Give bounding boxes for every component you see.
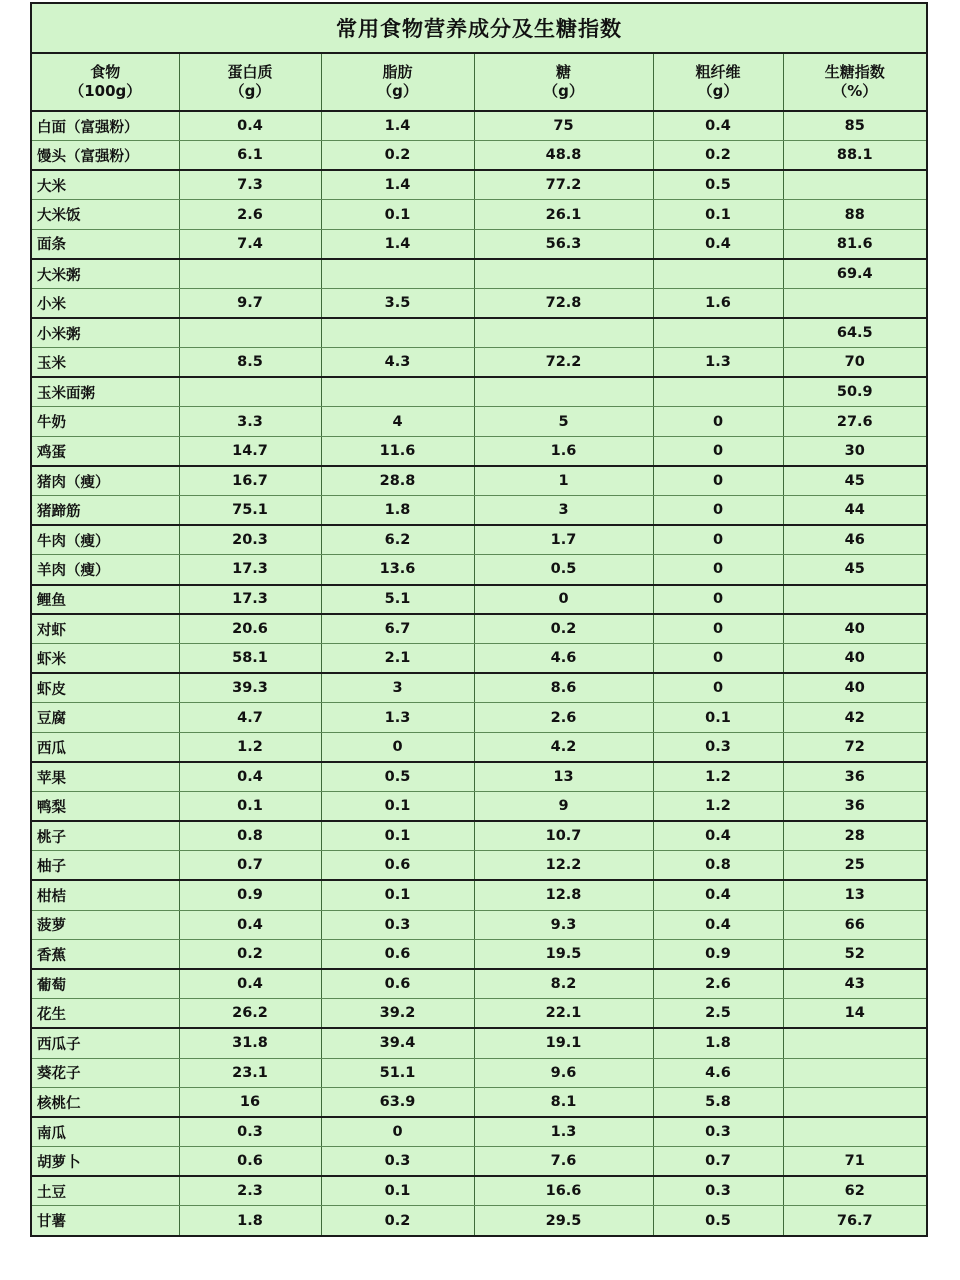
column-header-unit: （%） (832, 82, 878, 100)
cell-fat (321, 377, 474, 407)
column-header-row (31, 53, 927, 111)
cell-fiber: 2.5 (653, 999, 783, 1029)
cell-gi: 30 (783, 437, 927, 467)
cell-protein: 0.4 (179, 910, 321, 940)
cell-protein (179, 259, 321, 289)
cell-fiber: 0 (653, 644, 783, 674)
cell-sugar: 0.2 (474, 614, 653, 644)
cell-sugar: 8.1 (474, 1088, 653, 1118)
cell-sugar: 19.5 (474, 940, 653, 970)
cell-fiber: 1.8 (653, 1028, 783, 1058)
cell-fat: 0.6 (321, 851, 474, 881)
cell-gi: 40 (783, 673, 927, 703)
cell-protein: 0.9 (179, 880, 321, 910)
cell-food-name: 豆腐 (31, 703, 179, 733)
cell-gi: 13 (783, 880, 927, 910)
cell-gi: 52 (783, 940, 927, 970)
cell-protein: 26.2 (179, 999, 321, 1029)
cell-sugar: 1.7 (474, 525, 653, 555)
table-row (31, 1117, 927, 1147)
cell-fiber: 0.5 (653, 170, 783, 200)
cell-fat (321, 318, 474, 348)
cell-gi (783, 1058, 927, 1088)
cell-fiber: 0 (653, 614, 783, 644)
cell-fiber: 0.3 (653, 732, 783, 762)
cell-food-name: 牛肉（瘦） (31, 525, 179, 555)
column-header-name: 糖 (555, 63, 571, 82)
cell-sugar: 12.2 (474, 851, 653, 881)
column-header-name: 脂肪 (382, 63, 413, 82)
cell-gi (783, 585, 927, 615)
cell-protein: 16.7 (179, 466, 321, 496)
cell-sugar: 29.5 (474, 1206, 653, 1236)
table-row (31, 141, 927, 171)
table-row (31, 170, 927, 200)
cell-food-name: 羊肉（瘦） (31, 555, 179, 585)
cell-fiber: 0 (653, 466, 783, 496)
cell-fat: 6.2 (321, 525, 474, 555)
column-header-name: 食物 (90, 63, 121, 82)
cell-protein: 0.2 (179, 940, 321, 970)
cell-fat: 0.3 (321, 910, 474, 940)
column-header-unit: （100g） (69, 82, 142, 100)
cell-fat: 0 (321, 1117, 474, 1147)
cell-fiber: 2.6 (653, 969, 783, 999)
cell-food-name: 猪蹄筋 (31, 496, 179, 526)
cell-fiber: 0.4 (653, 111, 783, 141)
cell-fat: 0.1 (321, 792, 474, 822)
table-row (31, 1206, 927, 1236)
cell-gi: 88.1 (783, 141, 927, 171)
cell-protein: 39.3 (179, 673, 321, 703)
cell-fiber: 0.5 (653, 1206, 783, 1236)
column-header-name: 蛋白质 (227, 63, 273, 82)
cell-sugar: 0 (474, 585, 653, 615)
cell-gi: 62 (783, 1176, 927, 1206)
table-body (31, 111, 927, 1236)
cell-gi: 45 (783, 555, 927, 585)
cell-fiber: 1.2 (653, 762, 783, 792)
cell-food-name: 土豆 (31, 1176, 179, 1206)
cell-sugar: 2.6 (474, 703, 653, 733)
cell-gi: 25 (783, 851, 927, 881)
cell-fat: 0 (321, 732, 474, 762)
cell-fiber: 0 (653, 407, 783, 437)
cell-gi: 27.6 (783, 407, 927, 437)
cell-sugar: 9 (474, 792, 653, 822)
cell-gi: 36 (783, 762, 927, 792)
cell-sugar: 1.6 (474, 437, 653, 467)
cell-food-name: 面条 (31, 229, 179, 259)
table-row (31, 111, 927, 141)
cell-food-name: 鲤鱼 (31, 585, 179, 615)
cell-protein: 58.1 (179, 644, 321, 674)
cell-fiber: 5.8 (653, 1088, 783, 1118)
table-row (31, 732, 927, 762)
cell-fat: 0.6 (321, 940, 474, 970)
table-row (31, 999, 927, 1029)
cell-protein: 23.1 (179, 1058, 321, 1088)
cell-sugar: 8.2 (474, 969, 653, 999)
cell-food-name: 猪肉（瘦） (31, 466, 179, 496)
page-title: 常用食物营养成分及生糖指数 (31, 3, 927, 53)
cell-fiber: 0.2 (653, 141, 783, 171)
cell-protein: 0.4 (179, 762, 321, 792)
cell-protein: 16 (179, 1088, 321, 1118)
cell-sugar: 4.6 (474, 644, 653, 674)
cell-food-name: 鸡蛋 (31, 437, 179, 467)
cell-protein: 20.6 (179, 614, 321, 644)
cell-fat: 0.5 (321, 762, 474, 792)
table-row (31, 1088, 927, 1118)
column-header-fat (321, 53, 474, 111)
cell-fat: 0.1 (321, 200, 474, 230)
cell-fiber: 0 (653, 555, 783, 585)
cell-fiber: 0.3 (653, 1117, 783, 1147)
cell-food-name: 玉米 (31, 348, 179, 378)
cell-fiber (653, 377, 783, 407)
cell-gi: 85 (783, 111, 927, 141)
cell-food-name: 核桃仁 (31, 1088, 179, 1118)
cell-sugar: 8.6 (474, 673, 653, 703)
cell-fat: 0.1 (321, 821, 474, 851)
cell-fat: 1.4 (321, 170, 474, 200)
cell-fiber: 0.4 (653, 229, 783, 259)
cell-gi: 28 (783, 821, 927, 851)
cell-fiber: 0.8 (653, 851, 783, 881)
cell-gi (783, 289, 927, 319)
cell-gi: 44 (783, 496, 927, 526)
cell-fiber: 0 (653, 525, 783, 555)
cell-gi: 70 (783, 348, 927, 378)
cell-protein: 7.4 (179, 229, 321, 259)
cell-protein: 20.3 (179, 525, 321, 555)
cell-gi: 14 (783, 999, 927, 1029)
cell-fat: 0.6 (321, 969, 474, 999)
table-row (31, 614, 927, 644)
cell-protein: 3.3 (179, 407, 321, 437)
cell-protein: 14.7 (179, 437, 321, 467)
cell-fiber (653, 318, 783, 348)
table-row (31, 940, 927, 970)
cell-food-name: 胡萝卜 (31, 1147, 179, 1177)
cell-food-name: 柑桔 (31, 880, 179, 910)
table-row (31, 318, 927, 348)
cell-sugar: 4.2 (474, 732, 653, 762)
cell-sugar: 13 (474, 762, 653, 792)
cell-gi: 66 (783, 910, 927, 940)
cell-sugar: 10.7 (474, 821, 653, 851)
cell-sugar: 48.8 (474, 141, 653, 171)
table-row (31, 821, 927, 851)
cell-fiber: 0.1 (653, 200, 783, 230)
column-header-name: 粗纤维 (695, 63, 741, 82)
column-header-sugar (474, 53, 653, 111)
cell-gi: 76.7 (783, 1206, 927, 1236)
cell-sugar: 16.6 (474, 1176, 653, 1206)
cell-food-name: 玉米面粥 (31, 377, 179, 407)
cell-fat: 1.4 (321, 111, 474, 141)
cell-fiber: 1.2 (653, 792, 783, 822)
cell-protein: 0.8 (179, 821, 321, 851)
column-header-unit: （g） (229, 82, 271, 100)
cell-gi: 36 (783, 792, 927, 822)
cell-food-name: 西瓜 (31, 732, 179, 762)
cell-sugar: 7.6 (474, 1147, 653, 1177)
cell-gi (783, 1117, 927, 1147)
cell-fiber: 0.4 (653, 910, 783, 940)
cell-protein: 0.6 (179, 1147, 321, 1177)
cell-fiber: 1.3 (653, 348, 783, 378)
table-row (31, 910, 927, 940)
cell-fat: 28.8 (321, 466, 474, 496)
cell-sugar: 1 (474, 466, 653, 496)
cell-fiber: 0 (653, 496, 783, 526)
table-row (31, 1176, 927, 1206)
cell-gi (783, 1028, 927, 1058)
table-row (31, 348, 927, 378)
cell-fiber: 0.9 (653, 940, 783, 970)
cell-gi: 81.6 (783, 229, 927, 259)
table-row (31, 377, 927, 407)
table-row (31, 289, 927, 319)
cell-fat: 39.4 (321, 1028, 474, 1058)
cell-sugar: 56.3 (474, 229, 653, 259)
cell-food-name: 葵花子 (31, 1058, 179, 1088)
cell-sugar: 5 (474, 407, 653, 437)
cell-food-name: 桃子 (31, 821, 179, 851)
table-row (31, 200, 927, 230)
cell-fat: 0.2 (321, 1206, 474, 1236)
cell-sugar (474, 259, 653, 289)
cell-food-name: 南瓜 (31, 1117, 179, 1147)
table-row (31, 525, 927, 555)
cell-gi: 69.4 (783, 259, 927, 289)
table-row (31, 880, 927, 910)
cell-food-name: 小米 (31, 289, 179, 319)
cell-food-name: 花生 (31, 999, 179, 1029)
cell-fiber: 0 (653, 673, 783, 703)
cell-sugar (474, 318, 653, 348)
cell-fat: 51.1 (321, 1058, 474, 1088)
cell-fiber: 0.7 (653, 1147, 783, 1177)
cell-food-name: 虾米 (31, 644, 179, 674)
cell-gi: 50.9 (783, 377, 927, 407)
cell-protein: 0.4 (179, 111, 321, 141)
cell-fiber: 0.4 (653, 821, 783, 851)
cell-food-name: 甘薯 (31, 1206, 179, 1236)
cell-sugar: 75 (474, 111, 653, 141)
cell-fiber: 0 (653, 585, 783, 615)
cell-fiber: 0.4 (653, 880, 783, 910)
column-header-unit: （g） (377, 82, 418, 100)
cell-sugar: 3 (474, 496, 653, 526)
table-row (31, 851, 927, 881)
cell-fat: 0.3 (321, 1147, 474, 1177)
cell-sugar: 9.6 (474, 1058, 653, 1088)
cell-fat: 3 (321, 673, 474, 703)
cell-sugar: 1.3 (474, 1117, 653, 1147)
cell-protein: 4.7 (179, 703, 321, 733)
cell-protein (179, 318, 321, 348)
cell-gi: 46 (783, 525, 927, 555)
cell-fiber: 0.1 (653, 703, 783, 733)
cell-food-name: 馒头（富强粉） (31, 141, 179, 171)
cell-sugar: 26.1 (474, 200, 653, 230)
cell-fat: 13.6 (321, 555, 474, 585)
cell-fat: 63.9 (321, 1088, 474, 1118)
cell-fiber: 4.6 (653, 1058, 783, 1088)
cell-sugar: 9.3 (474, 910, 653, 940)
table-row (31, 229, 927, 259)
title-row (31, 3, 927, 53)
table-row (31, 644, 927, 674)
cell-food-name: 柚子 (31, 851, 179, 881)
cell-fat: 6.7 (321, 614, 474, 644)
cell-protein: 2.6 (179, 200, 321, 230)
cell-protein (179, 377, 321, 407)
cell-protein: 7.3 (179, 170, 321, 200)
cell-fiber: 1.6 (653, 289, 783, 319)
cell-protein: 0.4 (179, 969, 321, 999)
cell-fat (321, 259, 474, 289)
table-row (31, 969, 927, 999)
nutrition-table (30, 2, 928, 1237)
cell-gi: 88 (783, 200, 927, 230)
column-header-name: 生糖指数 (824, 63, 885, 82)
cell-fat: 11.6 (321, 437, 474, 467)
table-row (31, 703, 927, 733)
cell-fat: 0.1 (321, 880, 474, 910)
cell-food-name: 苹果 (31, 762, 179, 792)
cell-food-name: 对虾 (31, 614, 179, 644)
column-header-food (31, 53, 179, 111)
cell-sugar: 0.5 (474, 555, 653, 585)
table-head (31, 3, 927, 111)
table-row (31, 1058, 927, 1088)
cell-fat: 4 (321, 407, 474, 437)
table-row (31, 466, 927, 496)
cell-gi (783, 1088, 927, 1118)
table-row (31, 259, 927, 289)
column-header-fiber (653, 53, 783, 111)
cell-fat: 0.1 (321, 1176, 474, 1206)
cell-protein: 9.7 (179, 289, 321, 319)
table-row (31, 1028, 927, 1058)
column-header-gi (783, 53, 927, 111)
cell-fat: 1.3 (321, 703, 474, 733)
cell-protein: 1.8 (179, 1206, 321, 1236)
cell-food-name: 菠萝 (31, 910, 179, 940)
cell-sugar: 22.1 (474, 999, 653, 1029)
cell-gi: 45 (783, 466, 927, 496)
cell-protein: 75.1 (179, 496, 321, 526)
cell-protein: 1.2 (179, 732, 321, 762)
cell-protein: 31.8 (179, 1028, 321, 1058)
column-header-unit: （g） (697, 82, 739, 100)
cell-protein: 2.3 (179, 1176, 321, 1206)
cell-sugar: 72.2 (474, 348, 653, 378)
cell-protein: 0.1 (179, 792, 321, 822)
cell-food-name: 香蕉 (31, 940, 179, 970)
cell-fiber (653, 259, 783, 289)
table-row (31, 555, 927, 585)
cell-gi (783, 170, 927, 200)
column-header-unit: （g） (543, 82, 584, 100)
cell-sugar: 77.2 (474, 170, 653, 200)
cell-protein: 0.3 (179, 1117, 321, 1147)
table-row (31, 762, 927, 792)
table-row (31, 673, 927, 703)
cell-gi: 40 (783, 644, 927, 674)
cell-protein: 8.5 (179, 348, 321, 378)
table-row (31, 1147, 927, 1177)
cell-food-name: 牛奶 (31, 407, 179, 437)
cell-food-name: 西瓜子 (31, 1028, 179, 1058)
cell-fat: 2.1 (321, 644, 474, 674)
cell-protein: 0.7 (179, 851, 321, 881)
cell-gi: 40 (783, 614, 927, 644)
cell-sugar: 12.8 (474, 880, 653, 910)
cell-fat: 4.3 (321, 348, 474, 378)
cell-food-name: 大米 (31, 170, 179, 200)
cell-food-name: 鸭梨 (31, 792, 179, 822)
cell-fat: 3.5 (321, 289, 474, 319)
table-row (31, 792, 927, 822)
cell-fiber: 0 (653, 437, 783, 467)
cell-food-name: 大米饭 (31, 200, 179, 230)
table-row (31, 407, 927, 437)
cell-gi: 72 (783, 732, 927, 762)
table-row (31, 585, 927, 615)
cell-fat: 5.1 (321, 585, 474, 615)
cell-protein: 17.3 (179, 585, 321, 615)
cell-protein: 6.1 (179, 141, 321, 171)
cell-food-name: 虾皮 (31, 673, 179, 703)
cell-gi: 42 (783, 703, 927, 733)
cell-gi: 43 (783, 969, 927, 999)
nutrition-table-wrapper (30, 2, 926, 1237)
cell-fat: 39.2 (321, 999, 474, 1029)
cell-fat: 1.4 (321, 229, 474, 259)
cell-gi: 71 (783, 1147, 927, 1177)
table-row (31, 437, 927, 467)
table-row (31, 496, 927, 526)
cell-protein: 17.3 (179, 555, 321, 585)
column-header-protein (179, 53, 321, 111)
cell-food-name: 白面（富强粉） (31, 111, 179, 141)
cell-fat: 1.8 (321, 496, 474, 526)
cell-food-name: 葡萄 (31, 969, 179, 999)
cell-fiber: 0.3 (653, 1176, 783, 1206)
cell-food-name: 大米粥 (31, 259, 179, 289)
cell-sugar: 19.1 (474, 1028, 653, 1058)
cell-sugar: 72.8 (474, 289, 653, 319)
cell-fat: 0.2 (321, 141, 474, 171)
cell-food-name: 小米粥 (31, 318, 179, 348)
cell-gi: 64.5 (783, 318, 927, 348)
cell-sugar (474, 377, 653, 407)
